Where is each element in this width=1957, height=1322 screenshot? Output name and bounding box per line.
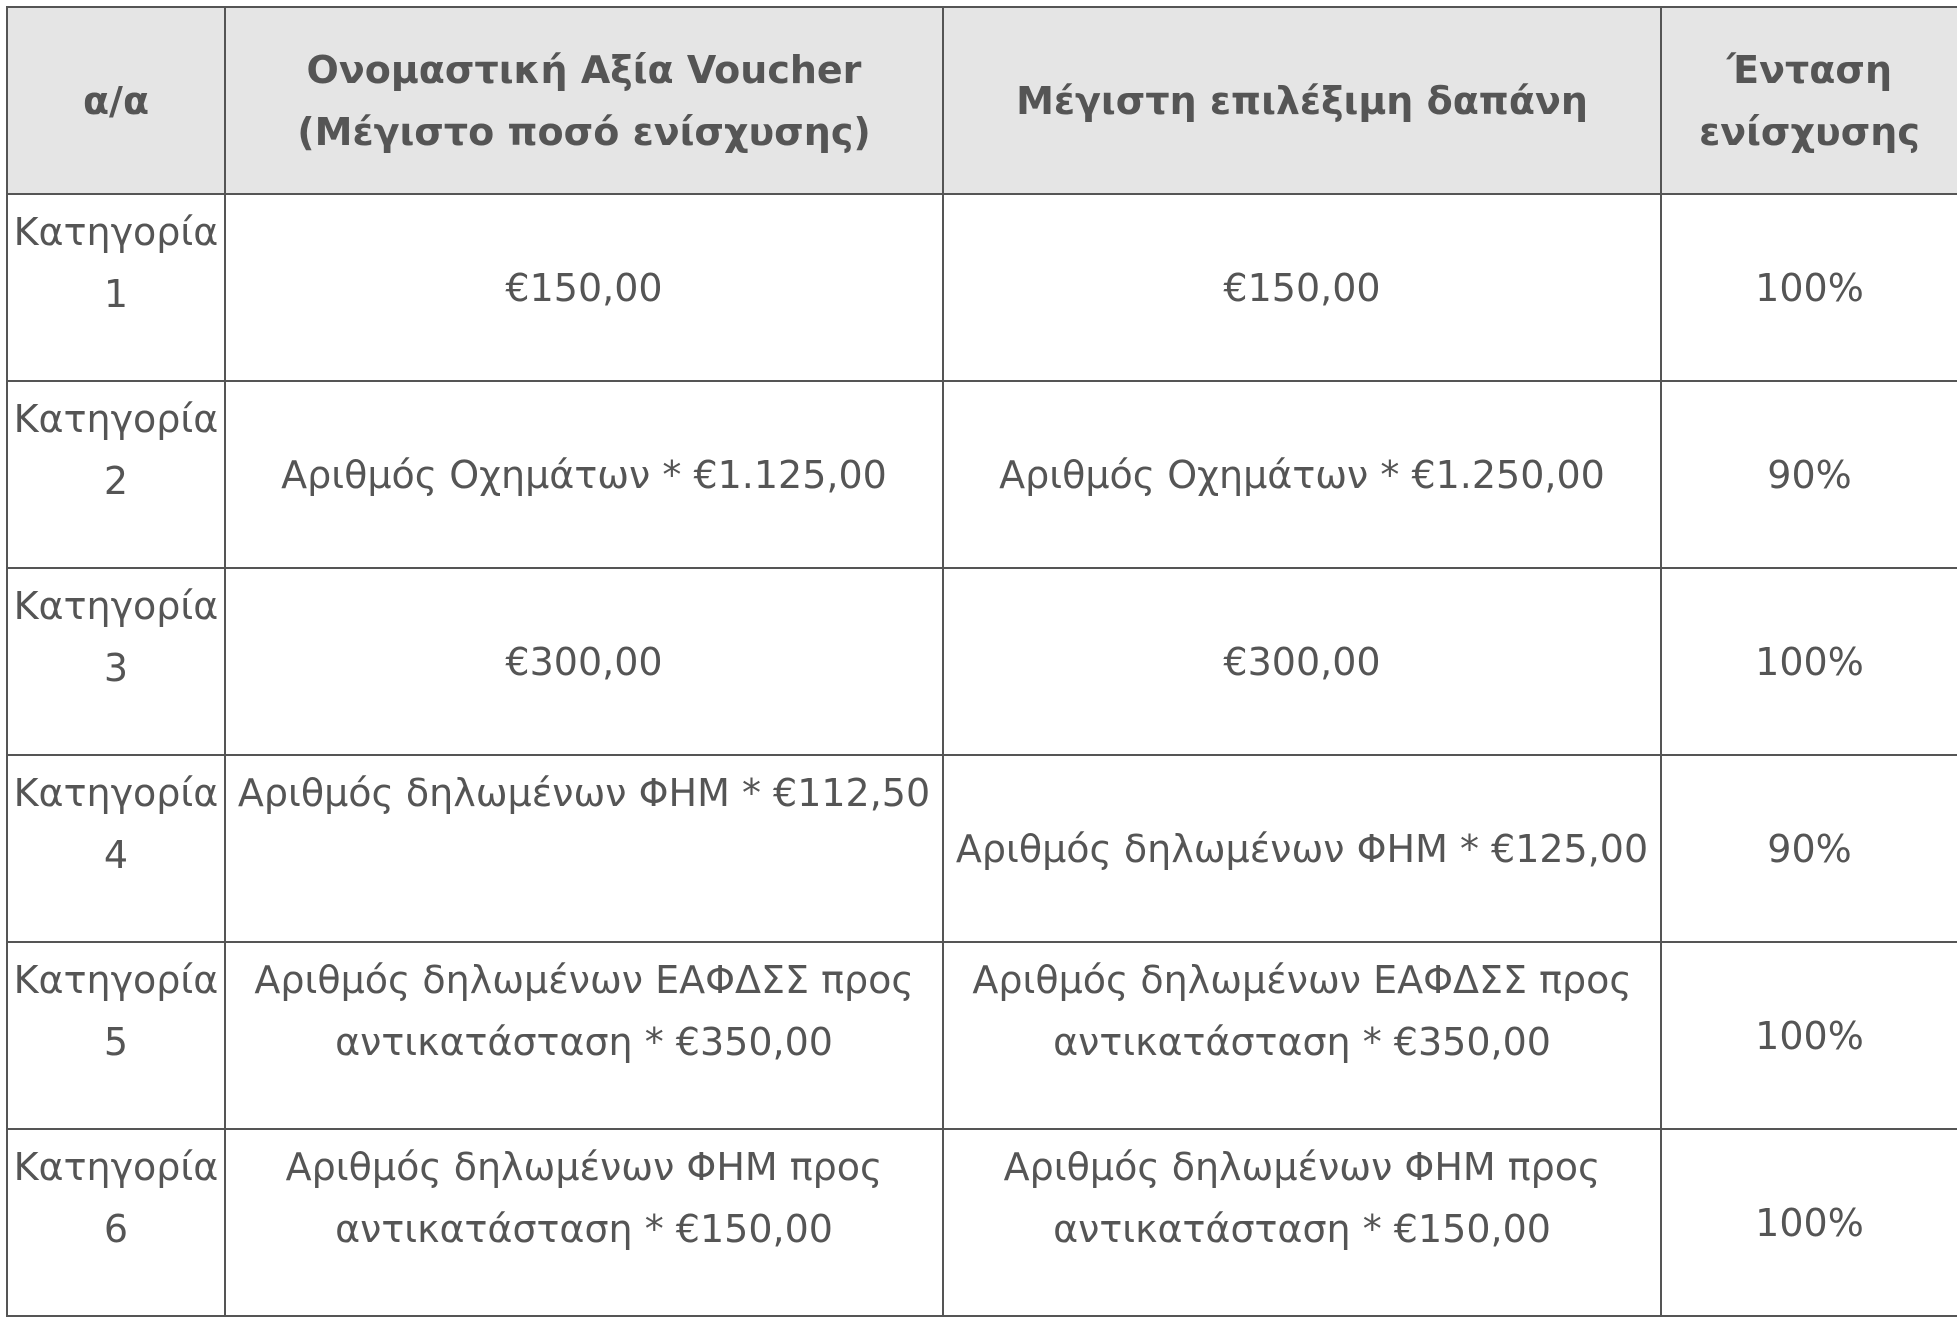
header-row [7, 7, 1957, 194]
header-max-expense: Μέγιστη επιλέξιμη δαπάνη [943, 7, 1661, 194]
category-cell: Κατηγορία 3 [7, 568, 225, 755]
intensity-cell: 90% [1661, 755, 1957, 942]
table-header [7, 7, 1957, 194]
max-expense-cell: Αριθμός δηλωμένων ΦΗΜ προς αντικατάσταση * €150,00 [943, 1129, 1661, 1316]
max-expense-cell: €150,00 [943, 194, 1661, 381]
max-expense-cell: Αριθμός Οχημάτων * €1.250,00 [943, 381, 1661, 568]
category-cell: Κατηγορία 5 [7, 942, 225, 1129]
table-row [7, 942, 1957, 1129]
table-row [7, 568, 1957, 755]
header-intensity: Ένταση ενίσχυσης [1661, 7, 1957, 194]
voucher-cell: Αριθμός δηλωμένων ΦΗΜ προς αντικατάσταση * €150,00 [225, 1129, 943, 1316]
voucher-cell: €300,00 [225, 568, 943, 755]
max-expense-cell: €300,00 [943, 568, 1661, 755]
category-cell: Κατηγορία 1 [7, 194, 225, 381]
intensity-cell: 90% [1661, 381, 1957, 568]
table-row [7, 194, 1957, 381]
intensity-cell: 100% [1661, 1129, 1957, 1316]
category-cell: Κατηγορία 6 [7, 1129, 225, 1316]
category-cell: Κατηγορία 2 [7, 381, 225, 568]
intensity-cell: 100% [1661, 942, 1957, 1129]
table-row [7, 1129, 1957, 1316]
header-aa: α/α [7, 7, 225, 194]
table-row [7, 755, 1957, 942]
voucher-cell: €150,00 [225, 194, 943, 381]
voucher-table [6, 6, 1957, 1317]
table-row [7, 381, 1957, 568]
intensity-cell: 100% [1661, 568, 1957, 755]
header-voucher-value: Ονομαστική Αξία Voucher (Μέγιστο ποσό ενίσχυσης) [225, 7, 943, 194]
max-expense-cell: Αριθμός δηλωμένων ΕΑΦΔΣΣ προς αντικατάσταση * €350,00 [943, 942, 1661, 1129]
max-expense-cell: Αριθμός δηλωμένων ΦΗΜ * €125,00 [943, 755, 1661, 942]
intensity-cell: 100% [1661, 194, 1957, 381]
table-body [7, 194, 1957, 1316]
voucher-cell: Αριθμός Οχημάτων * €1.125,00 [225, 381, 943, 568]
category-cell: Κατηγορία 4 [7, 755, 225, 942]
voucher-cell: Αριθμός δηλωμένων ΦΗΜ * €112,50 [225, 755, 943, 942]
voucher-cell: Αριθμός δηλωμένων ΕΑΦΔΣΣ προς αντικατάσταση * €350,00 [225, 942, 943, 1129]
